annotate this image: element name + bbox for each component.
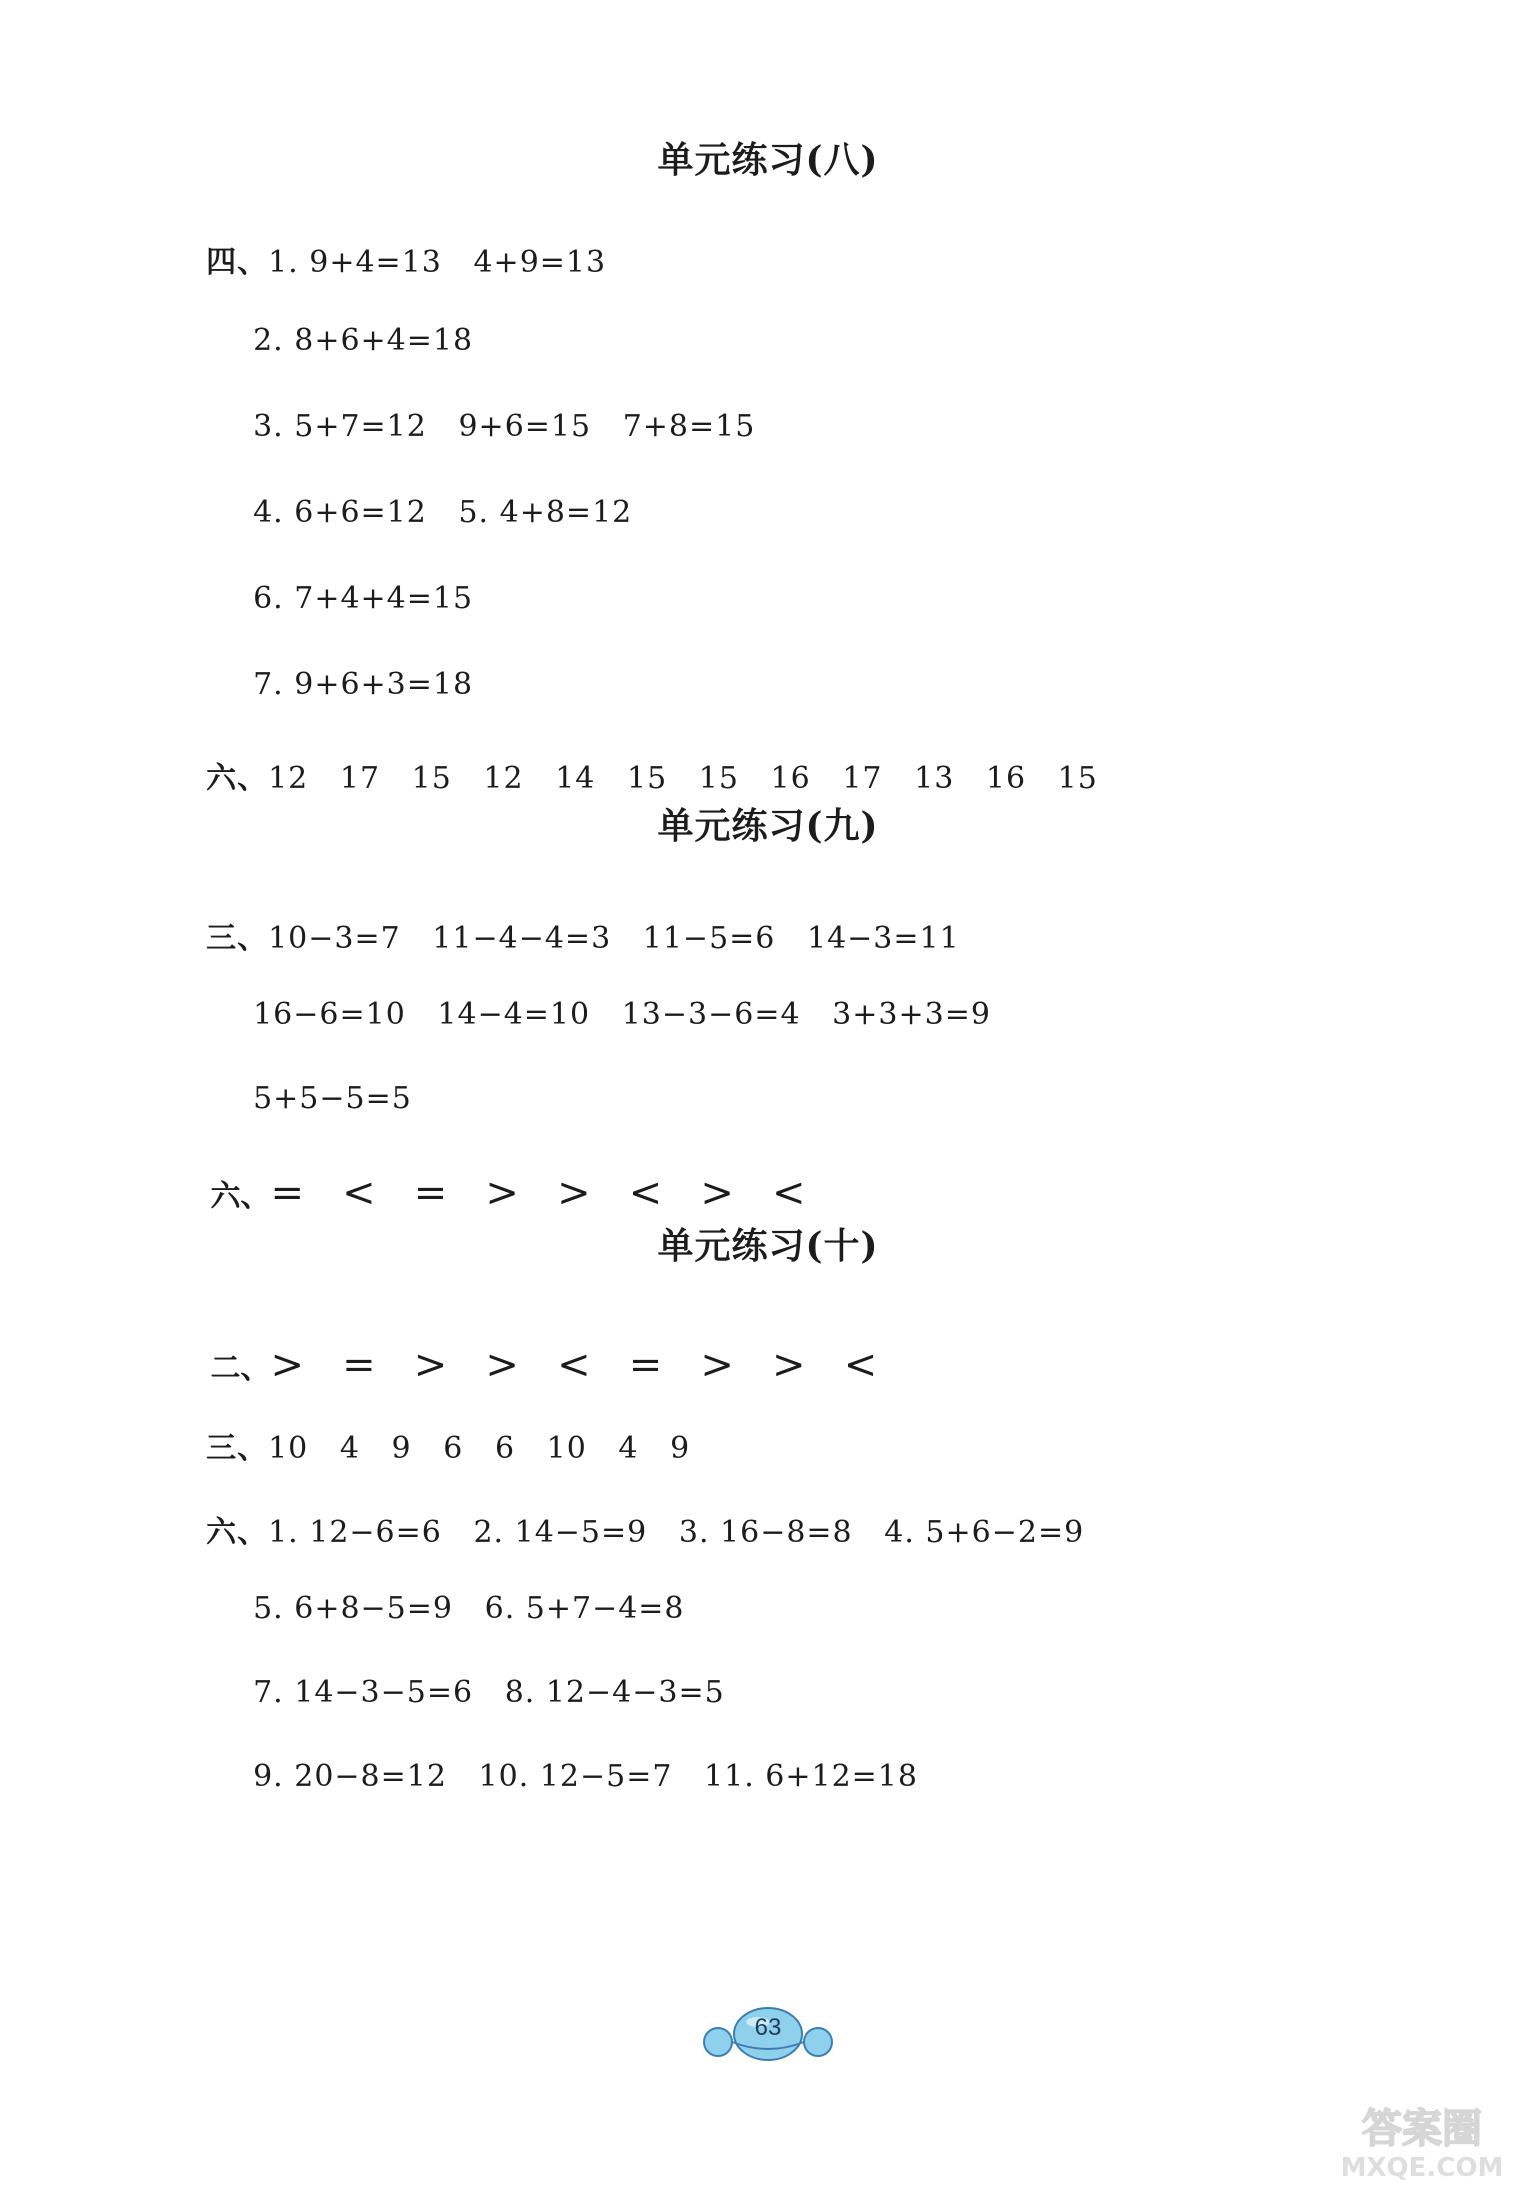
section-title-10: 单元练习(十): [657, 1225, 879, 1267]
answer-text: 10 4 9 6 6 10 4 9: [268, 1431, 691, 1466]
answer-line: [185, 1388, 690, 1467]
section-title-9: 单元练习(九): [657, 805, 879, 847]
answer-line: [232, 1556, 685, 1626]
question-label: 六、: [206, 761, 269, 796]
answer-line: [232, 1724, 918, 1794]
answer-text: > = > > < = > > <: [270, 1342, 878, 1388]
answer-line: [232, 1640, 725, 1710]
watermark-logo: [1322, 2094, 1522, 2184]
answer-text: 9. 20−8=12 10. 12−5=7 11. 6+12=18: [253, 1759, 918, 1794]
answer-line: [232, 1046, 412, 1116]
answer-text: = < = > > < > <: [270, 1170, 806, 1216]
answer-line: [185, 718, 1098, 797]
answer-text: 7. 14−3−5=6 8. 12−4−3=5: [253, 1675, 725, 1710]
page-number: 63: [754, 2014, 782, 2041]
watermark-graphic: [1322, 2094, 1522, 2184]
answer-line: [185, 1296, 877, 1388]
answer-line: [232, 374, 755, 444]
answer-line: [232, 632, 473, 702]
answer-line: [185, 878, 960, 957]
svg-text:MXQE.COM: MXQE.COM: [1340, 2153, 1504, 2183]
answer-text: 5. 6+8−5=9 6. 5+7−4=8: [253, 1591, 685, 1626]
answer-line: [185, 202, 606, 281]
answer-line: [185, 1472, 1084, 1551]
section-title-8: 单元练习(八): [657, 139, 879, 181]
question-label: 二、: [210, 1351, 271, 1386]
answer-text: 2. 8+6+4=18: [253, 323, 474, 358]
answer-text: 5+5−5=5: [253, 1081, 412, 1116]
answer-text: 16−6=10 14−4=10 13−3−6=4 3+3+3=9: [253, 997, 991, 1032]
answer-text: 6. 7+4+4=15: [253, 581, 474, 616]
answer-text: 1. 12−6=6 2. 14−5=9 3. 16−8=8 4. 5+6−2=9: [268, 1515, 1085, 1550]
answer-text: 10−3=7 11−4−4=3 11−5=6 14−3=11: [268, 921, 960, 956]
page-number-badge: [688, 2000, 848, 2070]
answer-line: [232, 460, 632, 530]
answer-line: [232, 546, 473, 616]
svg-text:答案圈: 答案圈: [1362, 2106, 1482, 2152]
question-label: 四、: [206, 245, 269, 280]
question-label: 六、: [210, 1179, 271, 1214]
question-label: 三、: [206, 1431, 269, 1466]
answer-line: [232, 962, 991, 1032]
answer-text: 3. 5+7=12 9+6=15 7+8=15: [253, 409, 756, 444]
question-label: 三、: [206, 921, 269, 956]
answer-text: 7. 9+6+3=18: [253, 667, 474, 702]
answer-text: 4. 6+6=12 5. 4+8=12: [253, 495, 633, 530]
question-label: 六、: [206, 1515, 269, 1550]
answer-line: [185, 1124, 806, 1216]
answer-text: 1. 9+4=13 4+9=13: [268, 245, 607, 280]
answer-line: [232, 288, 473, 358]
answer-text: 12 17 15 12 14 15 15 16 17 13 16 15: [268, 761, 1098, 796]
